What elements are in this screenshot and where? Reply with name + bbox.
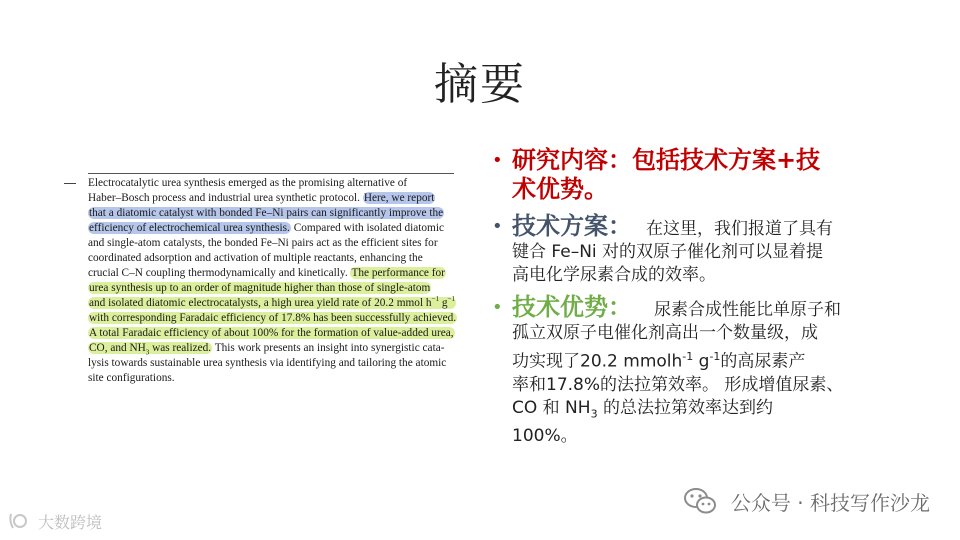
abstract-line: Haber–Bosch process and industrial urea synthetic protocol. Here, we report (88, 192, 435, 204)
abstract-line: and single-atom catalysts, the bonded Fe–Ni pairs act as the efficient sites for (88, 237, 438, 249)
bullet-dot: • (492, 297, 503, 318)
margin-dash (64, 183, 76, 184)
highlight-green: CO, and $NH_3$ was realized. (89, 342, 212, 357)
bullet-heading: 技术优势： (512, 293, 632, 321)
highlight-green: with corresponding Faradaic efficiency of 17.8% has been successfully achieved. (89, 312, 457, 324)
highlight-green: urea synthesis up to an order of magnitude higher than those of single-atom (89, 282, 431, 294)
bullet-research-content (492, 146, 932, 204)
brand-logo-icon (8, 511, 30, 531)
bullet-technical-scheme (492, 212, 932, 287)
highlight-green: and isolated diatomic electrocatalysts, a high urea yield rate of 20.2 mmol $h^{-1}$ $g^{-1}$ (89, 295, 455, 309)
abstract-line: crucial C–N coupling thermodynamically and kinetically. The performance for (88, 267, 445, 279)
bullet-heading: 技术方案： (512, 212, 632, 240)
abstract-line: coordinated adsorption and activation of multiple reactants, enhancing the (88, 252, 423, 264)
bullet-dot: • (492, 150, 503, 171)
bullet-technical-advantage (492, 293, 932, 448)
highlight-blue: efficiency of electrochemical urea synthesis. (89, 222, 290, 234)
abstract-top-rule (88, 173, 454, 174)
abstract-line: lysis towards sustainable urea synthesis via identifying and tailoring the atomic (88, 357, 447, 369)
abstract-line (88, 326, 456, 341)
abstract-line (88, 296, 456, 311)
highlight-green: The performance for (351, 267, 445, 279)
abstract-excerpt (88, 176, 456, 386)
highlight-blue: that a diatomic catalyst with bonded Fe–Ni pairs can significantly improve the (89, 207, 444, 219)
bullet-body: 技术优势： 尿素合成性能比单原子和 孤立双原子电催化剂高出一个数量级，成 功实现了20.2 mmolh$^{-1}$ $g^{-1}$的高尿素产 率和17.8%的法拉第效率。 形成增值尿素、 CO 和 $NH_3$ 的总法拉第效率达到约 100%。 (512, 293, 844, 447)
bullet-body: 技术方案： 在这里，我们报道了具有 键合 Fe–Ni 对的双原子催化剂可以显着提 高电化学尿素合成的效率。 (512, 212, 833, 285)
abstract-line (88, 281, 456, 296)
watermark-right: 公众号 · 科技写作沙龙 (683, 484, 930, 518)
highlight-green: A total Faradaic efficiency of about 100% for the formation of value-added urea, (89, 327, 454, 339)
wechat-icon (683, 486, 717, 516)
abstract-line (88, 311, 456, 326)
bullet-heading: 研究内容：包括技术方案+技 术优势。 (512, 146, 821, 203)
abstract-line: CO, and $NH_3$ was realized. This work presents an insight into synergistic cata- (89, 342, 445, 357)
highlight-blue: Here, we report (363, 192, 435, 204)
abstract-line (88, 206, 456, 221)
bullet-list (492, 146, 932, 454)
abstract-line: Electrocatalytic urea synthesis emerged as the promising alternative of (88, 177, 408, 189)
bullet-dot: • (492, 216, 503, 237)
slide-title: 摘要 (434, 59, 526, 110)
abstract-line: site configurations. (88, 372, 175, 384)
watermark-left: 大数跨境 (8, 510, 102, 532)
abstract-line: efficiency of electrochemical urea synthesis. Compared with isolated diatomic (89, 222, 444, 234)
